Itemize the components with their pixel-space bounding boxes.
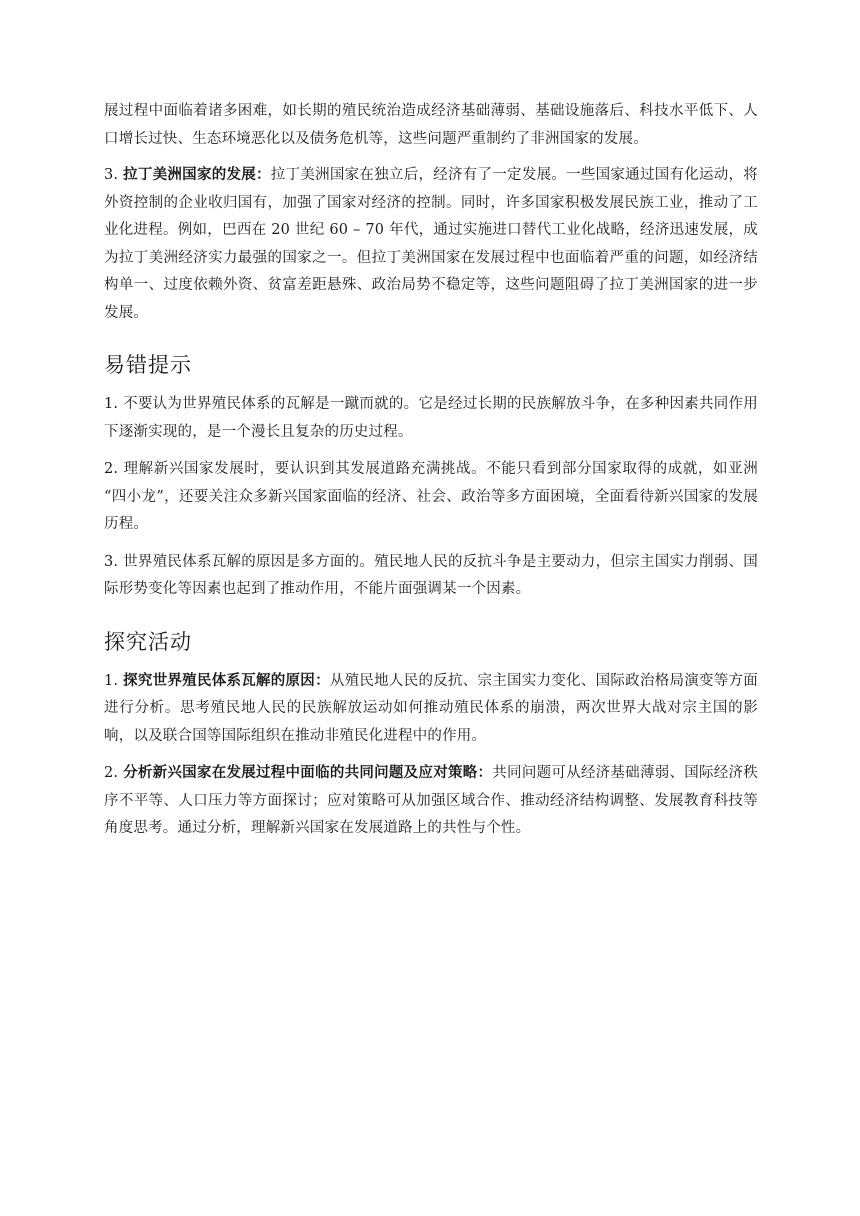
explore-item-number: 1. [104, 672, 124, 689]
latin-america-text: 拉丁美洲国家在独立后，经济有了一定发展。一些国家通过国有化运动，将外资控制的企业收归国有，加强了国家对经济的控制。同时，许多国家积极发展民族工业，推动了工业化进程。例如，巴西在 20 世纪 60 – 70 年代，通过实施进口替代工业化战略，经济迅速发展，成为拉丁美洲经济实力最强的国家之一。但拉丁美洲国家在发展过程中也面临着严重的问题，如经济结构单一、过度依赖外资、贫富差距悬殊、政治局势不稳定等，这些问题阻碍了拉丁美洲国家的进一步发展。 [104, 167, 758, 321]
tips-item-text: 1. 不要认为世界殖民体系的瓦解是一蹴而就的。它是经过长期的民族解放斗争，在多种因素共同作用下逐渐实现的，是一个漫长且复杂的历史过程。 [104, 396, 758, 440]
explore-item-number: 2. [104, 765, 124, 781]
explore-heading: 探究活动 [104, 629, 192, 654]
latin-america-number: 3. [104, 167, 124, 183]
explore-item-title: 探究世界殖民体系瓦解的原因 [123, 672, 316, 689]
latin-america-colon: ： [256, 167, 271, 183]
explore-item [104, 760, 758, 843]
latin-america-paragraph [104, 162, 758, 327]
tips-item-text: 3. 世界殖民体系瓦解的原因是多方面的。殖民地人民的反抗斗争是主要动力，但宗主国实力削弱、国际形势变化等因素也起到了推动作用，不能片面强调某一个因素。 [104, 553, 758, 597]
explore-item-text: 共同问题可从经济基础薄弱、国际经济秩序不平等、人口压力等方面探讨；应对策略可从加强区域合作、推动经济结构调整、发展教育科技等角度思考。通过分析，理解新兴国家在发展道路上的共性与个性。 [104, 765, 758, 836]
tips-item [104, 456, 758, 539]
explore-item-title: 分析新兴国家在发展过程中面临的共同问题及应对策略 [123, 765, 478, 781]
africa-paragraph-text: 展过程中面临着诸多困难，如长期的殖民统治造成经济基础薄弱、基础设施落后、科技水平低下、人口增长过快、生态环境恶化以及债务危机等，这些问题严重制约了非洲国家的发展。 [104, 103, 758, 147]
latin-america-title: 拉丁美洲国家的发展 [123, 167, 257, 183]
explore-item-colon: ： [477, 765, 493, 781]
explore-item [104, 668, 758, 751]
document-page [104, 98, 758, 853]
tips-item [104, 549, 758, 604]
tips-item-text: 2. 理解新兴国家发展时，要认识到其发展道路充满挑战。不能只看到部分国家取得的成就，如亚洲 “四小龙”，还要关注众多新兴国家面临的经济、社会、政治等多方面困境，全面看待新兴国家的发展历程。 [104, 461, 758, 532]
tips-heading: 易错提示 [104, 353, 192, 377]
explore-item-colon: ： [315, 672, 330, 689]
tips-item [104, 391, 758, 446]
africa-paragraph-continuation [104, 98, 758, 153]
explore-item-text: 从殖民地人民的反抗、宗主国实力变化、国际政治格局演变等方面进行分析。思考殖民地人民的民族解放运动如何推动殖民体系的崩溃，两次世界大战对宗主国的影响，以及联合国等国际组织在推动非殖民化进程中的作用。 [104, 672, 758, 744]
